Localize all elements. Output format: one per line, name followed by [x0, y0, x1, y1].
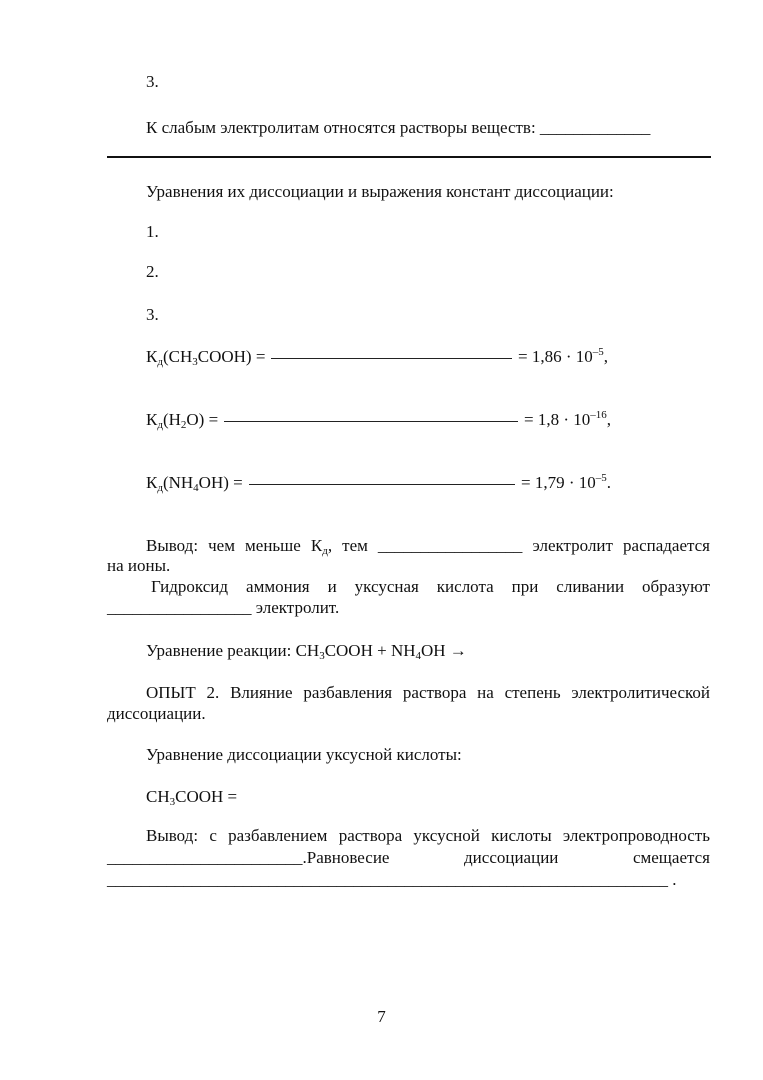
- conclusion-3-line3: __________________________________________________________________ .: [107, 870, 677, 889]
- reaction-equation: Уравнение реакции: $CH_3COOH + NH_4OH$ →: [146, 641, 467, 662]
- conclusion-3: Вывод: с разбавлением раствора уксусной кислоты электропроводность: [146, 826, 710, 845]
- blank-line: [249, 484, 515, 485]
- conclusion-2-cont: _________________ электролит.: [107, 598, 340, 617]
- page-number: 7: [377, 1007, 386, 1026]
- item-2: 2.: [146, 262, 159, 281]
- k-ammonium: $К_д(NH_4OH)$ = = $1,79 \cdot 10^{-5}$.: [146, 472, 611, 494]
- k-water-exponent: –16: [590, 409, 607, 421]
- conclusion-2: Гидроксид аммония и уксусная кислота при сливании образуют: [151, 577, 710, 596]
- dissociation-equation: $CH_3COOH$ =: [146, 787, 238, 808]
- experiment-2-title: ОПЫТ 2. Влияние разбавления раствора на степень электролитической: [146, 683, 710, 702]
- k-acetic: $К_д(CH_3COOH)$ = = $1,86 \cdot 10^{-5}$,: [146, 346, 608, 368]
- item-3b: 3.: [146, 305, 159, 324]
- conclusion-1: Вывод: чем меньше $К_д$, тем _________________ электролит распадается: [146, 536, 710, 557]
- item-1: 1.: [146, 222, 159, 241]
- divider: [107, 156, 711, 158]
- dissociation-heading: Уравнение диссоциации уксусной кислоты:: [146, 745, 462, 764]
- conclusion-3-line2: _______________________.Равновесие диссоциации смещается: [107, 848, 710, 867]
- item-3: 3.: [146, 72, 159, 91]
- experiment-2-title-cont: диссоциации.: [107, 704, 206, 723]
- equations-heading: Уравнения их диссоциации и выражения констант диссоциации:: [146, 182, 614, 201]
- blank-line: [224, 421, 518, 422]
- conclusion-1-cont: на ионы.: [107, 556, 171, 575]
- blank-line: [271, 358, 512, 359]
- weak-electrolytes-line: К слабым электролитам относятся растворы веществ: _____________: [146, 118, 651, 137]
- k-water: $К_д(H_2O)$ = = $1,8 \cdot 10^{-16}$,: [146, 409, 611, 431]
